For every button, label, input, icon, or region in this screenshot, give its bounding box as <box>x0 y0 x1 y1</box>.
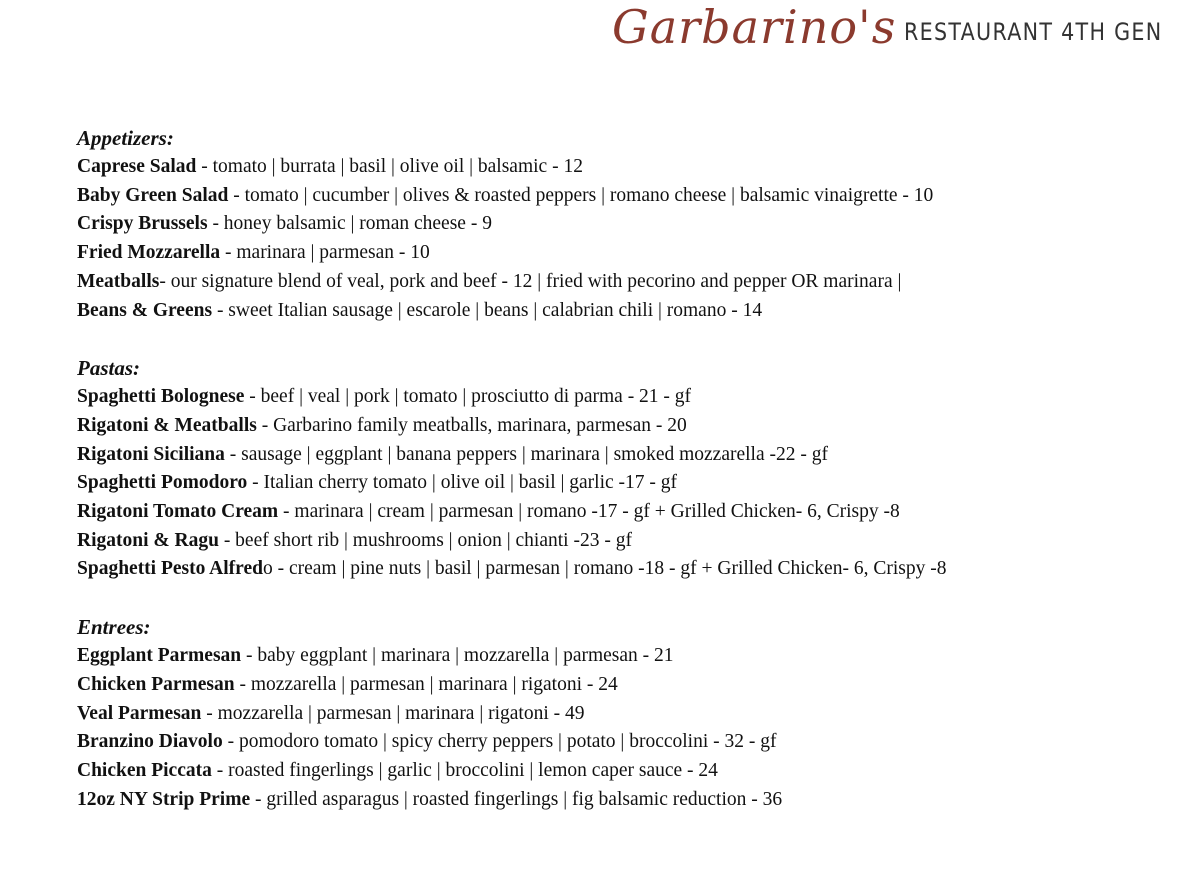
menu-item <box>77 268 1187 297</box>
menu-item <box>77 728 1187 757</box>
item-desc: - beef | veal | pork | tomato | prosciutto di parma - 21 - gf <box>244 386 692 408</box>
item-name: Spaghetti Pomodoro <box>77 472 248 494</box>
item-name: Eggplant Parmesan <box>77 645 242 667</box>
item-desc: - mozzarella | parmesan | marinara | rigatoni - 24 <box>234 673 618 695</box>
item-name: 12oz NY Strip Prime <box>77 788 251 810</box>
menu-body <box>77 124 1187 843</box>
item-name: Fried Mozzarella <box>77 242 221 264</box>
item-desc: - honey balsamic | roman cheese - 9 <box>207 213 492 235</box>
item-name: Baby Green Salad <box>77 184 229 206</box>
menu-item <box>77 757 1187 786</box>
menu-item <box>77 786 1187 815</box>
item-name: Rigatoni Siciliana <box>77 443 225 465</box>
item-desc: - beef short rib | mushrooms | onion | chianti -23 - gf <box>218 529 632 551</box>
item-name: Rigatoni Tomato Cream <box>77 501 279 523</box>
item-name: Caprese Salad <box>77 156 197 177</box>
item-desc: - marinara | cream | parmesan | romano -17 - gf + Grilled Chicken- 6, Crispy -8 <box>278 501 900 523</box>
item-name: Veal Parmesan <box>77 702 202 724</box>
section-pastas <box>77 354 1187 584</box>
menu-item <box>77 441 1187 470</box>
menu-item <box>77 642 1187 671</box>
logo-script-text: Garbarino's <box>612 0 897 54</box>
menu-item <box>77 469 1187 498</box>
section-title: Entrees: <box>77 615 151 640</box>
logo-subtitle: RESTAURANT 4TH GEN <box>904 18 1163 46</box>
item-desc: - sausage | eggplant | banana peppers | marinara | smoked mozzarella -22 - gf <box>224 443 828 465</box>
item-name: Crispy Brussels <box>77 213 208 235</box>
item-desc: - Garbarino family meatballs, marinara, parmesan - 20 <box>256 414 687 436</box>
menu-item <box>77 210 1187 239</box>
item-name: Spaghetti Bolognese <box>77 386 245 408</box>
section-title: Appetizers: <box>77 126 174 150</box>
restaurant-logo <box>612 0 1200 70</box>
menu-item <box>77 527 1187 556</box>
menu-item <box>77 182 1187 211</box>
item-desc: - grilled asparagus | roasted fingerlings | fig balsamic reduction - 36 <box>250 788 783 810</box>
item-name: Chicken Piccata <box>77 759 212 781</box>
item-name: Branzino Diavolo <box>77 731 223 753</box>
item-name: Rigatoni & Meatballs <box>77 414 257 436</box>
item-desc: - mozzarella | parmesan | marinara | rigatoni - 49 <box>201 702 585 724</box>
item-desc: - roasted fingerlings | garlic | broccolini | lemon caper sauce - 24 <box>211 759 718 781</box>
item-desc: - Italian cherry tomato | olive oil | basil | garlic -17 - gf <box>247 472 678 494</box>
item-desc: - marinara | parmesan - 10 <box>220 242 430 264</box>
item-name: Beans & Greens <box>77 299 213 321</box>
item-desc: - pomodoro tomato | spicy cherry peppers | potato | broccolini - 32 - gf <box>222 731 777 753</box>
item-desc: - baby eggplant | marinara | mozzarella | parmesan - 21 <box>241 645 674 667</box>
menu-item <box>77 555 1187 584</box>
item-desc: - our signature blend of veal, pork and beef - 12 | fried with pecorino and pepper OR marinara | <box>159 270 902 292</box>
menu-item <box>77 671 1187 700</box>
item-desc: - sweet Italian sausage | escarole | beans | calabrian chili | romano - 14 <box>212 299 763 321</box>
item-desc: - tomato | cucumber | olives & roasted peppers | romano cheese | balsamic vinaigrette - 10 <box>228 184 934 206</box>
item-desc: - tomato | burrata | basil | olive oil | balsamic - 12 <box>196 156 583 177</box>
section-title: Pastas: <box>77 356 140 381</box>
menu-item <box>77 153 1187 182</box>
menu-item <box>77 383 1187 412</box>
section-appetizers <box>77 124 1187 325</box>
menu-item <box>77 700 1187 729</box>
menu-item <box>77 239 1187 268</box>
menu-item <box>77 412 1187 441</box>
item-name: Meatballs <box>77 270 160 292</box>
item-desc: o - cream | pine nuts | basil | parmesan | romano -18 - gf + Grilled Chicken- 6, Crispy -8 <box>262 558 947 580</box>
item-name: Chicken Parmesan <box>77 673 235 695</box>
menu-item <box>77 498 1187 527</box>
item-name: Rigatoni & Ragu <box>77 529 219 551</box>
item-name: Spaghetti Pesto Alfred <box>77 558 263 580</box>
menu-item <box>77 297 1187 326</box>
section-entrees <box>77 613 1187 814</box>
